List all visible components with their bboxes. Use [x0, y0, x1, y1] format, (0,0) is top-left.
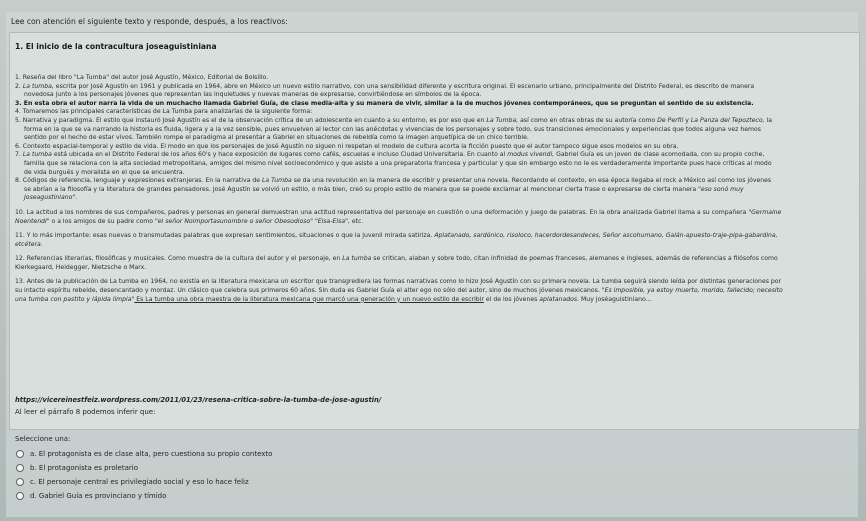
paragraph-5-continued-2: sentido por el hecho de estar vivos. También rompe el paradigma al presentar a Gabriel en situaciones de rebeldía como la imagen arquetípica de un chico terrible.	[24, 134, 529, 142]
radio-option-d[interactable]	[16, 492, 24, 500]
paragraph-11-continued: etcétera.	[15, 240, 43, 248]
option-c[interactable]	[16, 476, 249, 488]
select-label: Seleccione una:	[15, 435, 71, 443]
reading-body	[15, 74, 851, 304]
paragraph-2: 2. La tumba, escrita por José Agustín en 1961 y publicada en 1964, abre en México un nuevo estilo narrativo, con una sensibilidad diferente y escritura original. El escenario urbano, principalmente del Distrito Federal, es descrito de manera	[15, 82, 755, 90]
question-text: Al leer el párrafo 8 podemos inferir que:	[15, 408, 156, 416]
reading-title: 1. El inicio de la contracultura joseaguistiniana	[15, 42, 217, 51]
option-c-label: c. El personaje central es privilegiado social y eso lo hace feliz	[30, 478, 249, 486]
option-a-label: a. El protagonista es de clase alta, pero cuestiona su propio contexto	[30, 450, 273, 458]
paragraph-7: 7. La tumba está ubicada en el Distrito Federal de los años 60's y hace exposición de lugares como cafés, escuelas e incluso Ciudad Universitaria. En cuanto al modus vivendi, Gabriel Guía es un joven de clase acomodada, con su propio coche,	[15, 151, 765, 159]
radio-option-b[interactable]	[16, 464, 24, 472]
paragraph-4: 4. Tomaremos las principales características de La Tumba para analizarlas de la siguiente forma:	[15, 108, 313, 116]
paragraph-10: 10. La actitud a los nombres de sus compañeros, padres y personas en general demuestran una actitud representativa del personaje en cuestión o una deformación y juego de palabras. En la obra analizada Gabriel llama a su compañera "Germaine	[15, 208, 782, 216]
paragraph-8: 8. Códigos de referencia, lenguaje y expresiones extranjeras. En la narrativa de La Tumba se da una revolución en la manera de escribir y presentar una novela. Recordando el contexto, en esa época llegaba el rock a México así como los jóvenes	[15, 177, 772, 185]
paragraph-12: 12. Referencias literarias, filosóficas y musicales. Como muestra de la cultura del autor y el personaje, en La tumba se critican, alaban y sobre todo, citan infinidad de poemas franceses, alemanes e ingleses, además de referencias a filósofos como	[15, 255, 778, 263]
paragraph-7-continued-2: de vida burgués y moralista en el que se encuentra.	[24, 168, 185, 176]
paragraph-5-continued: forma en la que se va narrando la historia es fluida, ligera y a la vez sensible, pues envuelven al lector con las anécdotas y vivencias de los personajes y sobre todo, sus transiciones emocionales y experiencias que todos alguna vez hemos	[24, 125, 761, 133]
paragraph-8-continued-2: Joseagustiniano".	[24, 194, 78, 202]
paragraph-10-continued: Noentendi" o a los amigos de su padre como "el señor Noimportasunombre o señor Obesodioso" "Elsa-Elsa", etc.	[15, 217, 364, 225]
paragraph-13-continued-2: una tumba con pastito y lápida limpia" Es La tumba una obra maestra de la literatura mexicana que marcó una generación y un nuevo estilo de escribir el de los jóvenes aplatanados. Muy joséaguistiniano...	[15, 295, 652, 303]
paragraph-13-continued: su intacto espíritu rebelde, desencantado y mordaz. Un clásico que celebra sus primeros 60 años. Sin duda es Gabriel Guía el alter ego no sólo del autor, sino de muchos jóvenes mexicanos. "Es imposible, ya estoy muerto, morido, fallecido; necesito	[15, 287, 783, 295]
paragraph-3: 3. En esta obra el autor narra la vida de un muchacho llamada Gabriel Guía, de clase media-alta y su manera de vivir, similar a la de muchos jóvenes contemporáneos, que se preguntan el sentido de su existencia.	[15, 99, 754, 107]
paragraph-11: 11. Y lo más importante: esas nuevas o transmutadas palabras que expresan sentimientos, situaciones o que la juvenil mirada satiriza. Aplatanado, sardónico, risoloco, hacerdordesandeces, Señor ascohumano, Galán-apuesto-traje-pipa-gabardina,	[15, 232, 778, 240]
paragraph-12-continued: Kierkegaard, Heidegger, Nietzsche o Marx.	[15, 263, 147, 271]
option-b-label: b. El protagonista es proletario	[30, 464, 139, 472]
paragraph-7-continued: familia que se relaciona con la alta sociedad metropolitana, amigos del mismo nivel socioeconómico y que asiste a una preparatoria francesa y particular y que sin embargo esto no le es verdaderamente importante pues hace críticas al modo	[24, 159, 772, 167]
paragraph-2-continued: novedosa junto a los personajes jóvenes que representan las inquietudes y nuevas maneras de expresarse, convirtiéndose en símbolos de la época.	[24, 91, 482, 99]
radio-option-a[interactable]	[16, 450, 24, 458]
reading-card	[9, 32, 860, 430]
option-b[interactable]	[16, 462, 138, 474]
paragraph-8-continued: se abrían a la filosofía y la literatura de grandes pensadores. José Agustín se volvió un estilo, o más bien, creó su propio estilo de manera que se puede exclamar al mencionar cierta frase o expresarse de cierta manera "eso sonó muy	[24, 185, 744, 193]
option-a[interactable]	[16, 448, 272, 460]
option-d-label: d. Gabriel Guía es provinciano y tímido	[30, 492, 167, 500]
paragraph-13: 13. Antes de la publicación de La tumba en 1964, no existía en la literatura mexicana un escritor que transgrediera las formas narrativas como lo hizo José Agustín con su primera novela. La tumba seguirá siendo leída por distintas generaciones por	[15, 278, 782, 286]
option-d[interactable]	[16, 490, 166, 502]
radio-option-c[interactable]	[16, 478, 24, 486]
question-panel	[6, 12, 858, 517]
paragraph-5: 5. Narrativa y paradigma. El estilo que instauró José Agustín es el de la observación crítica de un adolescente en cuanto a su entorno, es por eso que en La Tumba, así como en otras obras de su autoría como De Perfil y La Panza del Tepozteco, la	[15, 116, 772, 124]
paragraph-1: 1. Reseña del libro "La Tumba" del autor José Agustín, México, Editorial de Bolsillo.	[15, 74, 269, 81]
source-url: https://vicereinestfeiz.wordpress.com/2011/01/23/resena-critica-sobre-la-tumba-de-jose-agustin/	[15, 396, 382, 404]
instructions-text: Lee con atención el siguiente texto y responde, después, a los reactivos:	[11, 17, 288, 26]
paragraph-6: 6. Contexto espacial-temporal y estilo de vida. El modo en que los personajes de José Agustín no siguen ni respetan el modelo de cultura acorta la ficción puesto que el autor tampoco sigue esos modelos en su obra.	[15, 142, 679, 150]
